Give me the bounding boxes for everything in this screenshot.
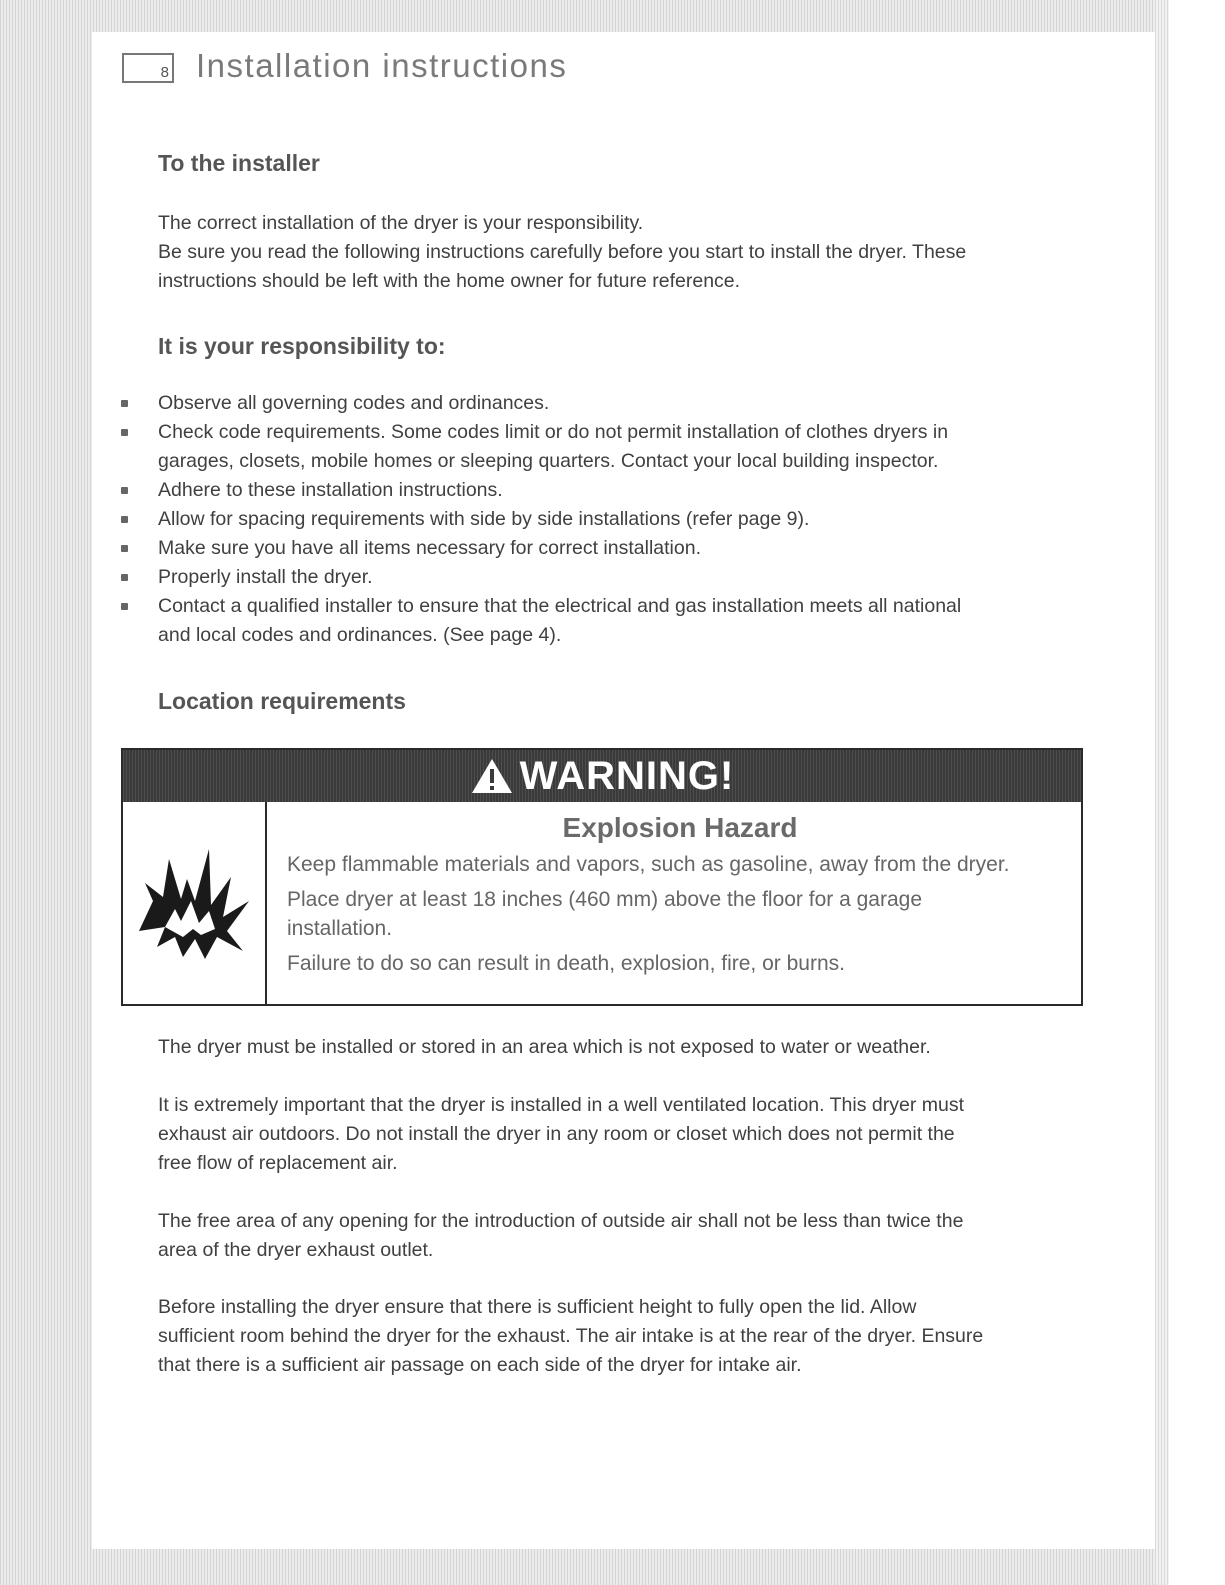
installer-heading: To the installer (158, 150, 320, 176)
paragraph-line: Before installing the dryer ensure that there is sufficient height to fully open the lid. Allow (158, 1296, 917, 1318)
scan-edge-bottom (0, 1549, 1168, 1585)
paragraph-line: It is extremely important that the dryer is installed in a well ventilated location. This dryer must (158, 1094, 964, 1116)
location-heading: Location requirements (158, 688, 406, 714)
installer-line: The correct installation of the dryer is your responsibility. (158, 212, 644, 234)
paragraph (158, 1293, 1083, 1380)
list-item (118, 476, 1078, 505)
warning-line-text: Place dryer at least 18 inches (460 mm) above the floor for a garage (287, 888, 923, 911)
location-section (158, 688, 1078, 715)
bullet-icon (121, 400, 128, 407)
bullet-icon (121, 487, 128, 494)
scan-edge-left (0, 0, 92, 1585)
bullet-icon (121, 516, 128, 523)
responsibility-list (118, 389, 1078, 650)
paragraph-line: free flow of replacement air. (158, 1152, 398, 1174)
paragraph (158, 1033, 1083, 1062)
paragraph-line: sufficient room behind the dryer for the exhaust. The air intake is at the rear of the dryer. Ensure (158, 1325, 984, 1347)
warning-line-text: installation. (287, 917, 393, 940)
warning-triangle-icon (470, 757, 514, 795)
installer-section (158, 150, 1078, 177)
list-item (118, 389, 1078, 418)
list-item-text: Check code requirements. Some codes limit or do not permit installation of clothes dryers in (158, 421, 949, 443)
page-title: Installation instructions (196, 47, 568, 84)
list-item-text: and local codes and ordinances. (See page 4). (158, 624, 562, 646)
installer-line: Be sure you read the following instructions carefully before you start to install the dryer. These (158, 241, 967, 263)
page-header (122, 44, 567, 88)
warning-icon-cell (123, 802, 267, 1004)
paragraph (158, 1207, 1083, 1265)
list-item (118, 534, 1078, 563)
hazard-title: Explosion Hazard (562, 812, 798, 843)
installer-text (158, 209, 1078, 296)
list-item (118, 563, 1078, 592)
list-item (118, 505, 1078, 534)
scan-edge-top (0, 0, 1168, 32)
warning-text-cell (287, 812, 1073, 984)
bullet-icon (121, 429, 128, 436)
warning-line-text: Failure to do so can result in death, explosion, fire, or burns. (287, 952, 845, 975)
paragraph-line: exhaust air outdoors. Do not install the dryer in any room or closet which does not permit the (158, 1123, 955, 1145)
warning-line (287, 949, 1073, 978)
list-item-text: Adhere to these installation instructions. (158, 479, 503, 501)
bullet-icon (121, 603, 128, 610)
warning-box (121, 748, 1083, 1006)
list-item-text: Contact a qualified installer to ensure that the electrical and gas installation meets all national (158, 595, 962, 617)
paragraph-line: that there is a sufficient air passage on each side of the dryer for intake air. (158, 1354, 802, 1376)
paragraph-line: The dryer must be installed or stored in an area which is not exposed to water or weather. (158, 1036, 931, 1058)
warning-band (123, 750, 1081, 802)
scan-edge-right (1155, 0, 1169, 1585)
paragraph (158, 1091, 1083, 1178)
list-item (118, 418, 1078, 476)
explosion-icon (135, 839, 253, 967)
list-item-text: garages, closets, mobile homes or sleeping quarters. Contact your local building inspector. (158, 450, 939, 472)
bullet-icon (121, 545, 128, 552)
installer-line: instructions should be left with the home owner for future reference. (158, 270, 741, 292)
list-item-text: Allow for spacing requirements with side by side installations (refer page 9). (158, 508, 810, 530)
page-number: 8 (122, 53, 174, 83)
warning-label: WARNING! (519, 753, 735, 798)
warning-line (287, 850, 1073, 879)
bullet-icon (121, 574, 128, 581)
responsibility-heading: It is your responsibility to: (158, 333, 446, 359)
list-item-text: Observe all governing codes and ordinances. (158, 392, 550, 414)
paragraph-line: The free area of any opening for the introduction of outside air shall not be less than twice the (158, 1210, 964, 1232)
list-item-text: Properly install the dryer. (158, 566, 373, 588)
responsibility-section (158, 333, 1078, 360)
paragraph-line: area of the dryer exhaust outlet. (158, 1239, 434, 1261)
warning-line-text: Keep flammable materials and vapors, such as gasoline, away from the dryer. (287, 853, 1010, 876)
list-item-text: Make sure you have all items necessary for correct installation. (158, 537, 701, 559)
warning-line (287, 885, 1073, 943)
list-item (118, 592, 1078, 650)
warning-band-content (470, 754, 735, 799)
